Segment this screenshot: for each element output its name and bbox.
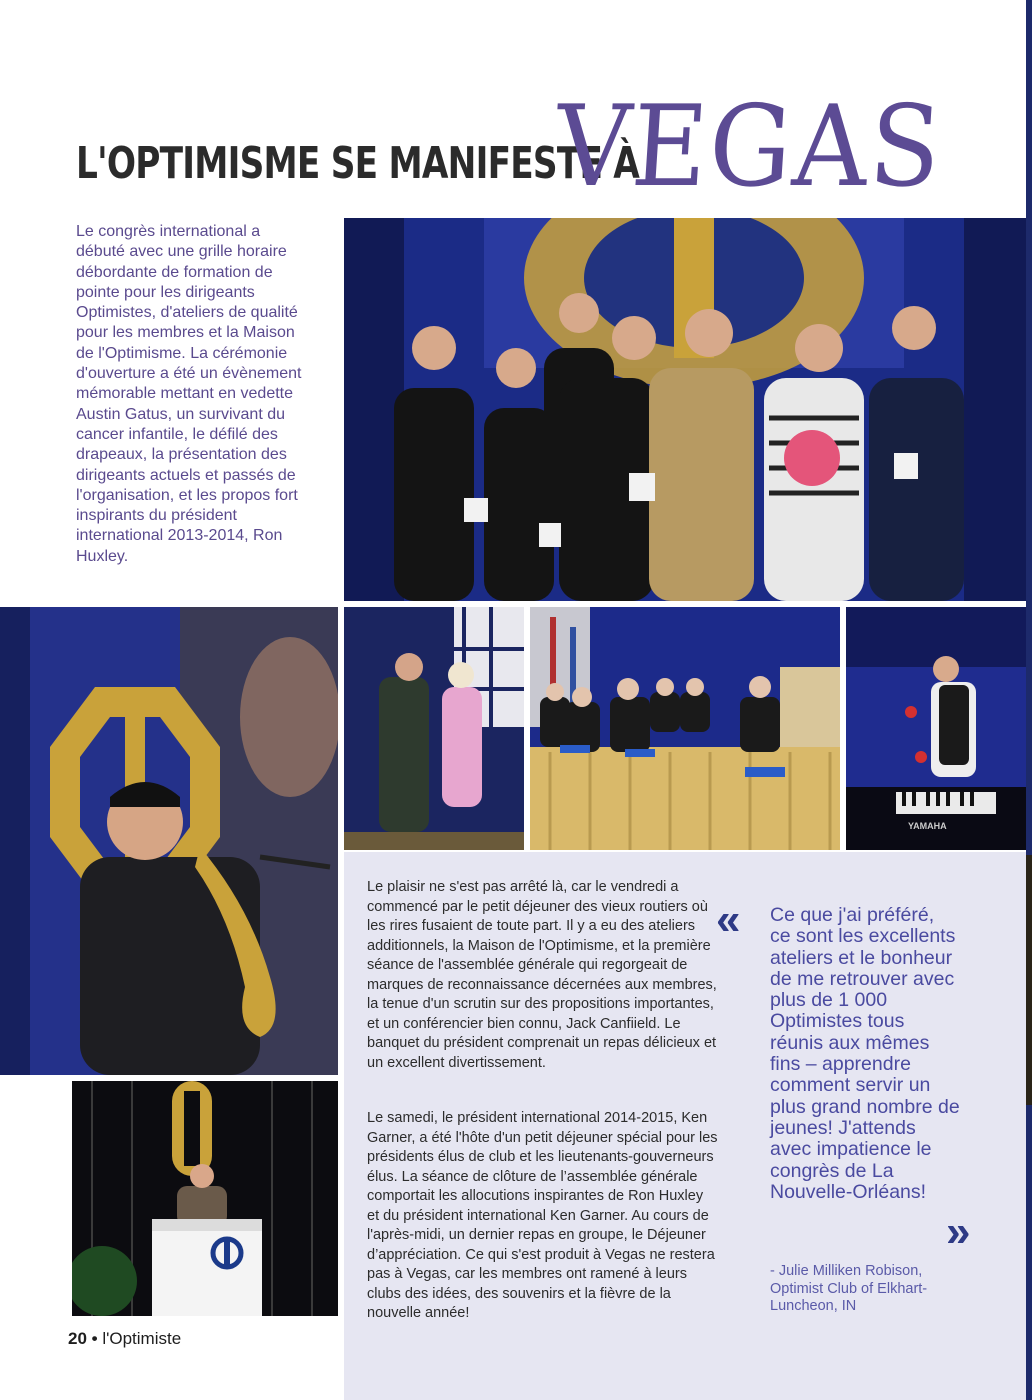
quote-attribution: - Julie Milliken Robison, Optimist Club of Elkhart-Luncheon, IN: [770, 1263, 928, 1314]
piano-brand: YAMAHA: [908, 821, 947, 831]
photo-head-table: [530, 607, 840, 850]
photo-pinning-ceremony: [344, 607, 524, 850]
photo-saxophone-player: [0, 607, 338, 1075]
photo-group-on-stage: [344, 218, 1026, 601]
photo-speaker-podium: [72, 1081, 338, 1316]
quote-open-mark: «: [716, 895, 741, 944]
body-paragraph-2: Le samedi, le président international 2014-2015, Ken Garner, a été l'hôte d'un petit déjeuner spécial pour les présidents élus de club et les lieutenants-gouverneurs élus. La séance de clôture de l’assemblée générale comportait les allocutions inspirantes de Ron Huxley et du président international Ken Garner. Au cours de l'après-midi, un dernier repas en groupe, le Déjeuner d’appréciation. Ce qui s'est produit à Vegas ne restera pas à Vegas, car les membres ont ramené à leurs clubs des idées, des souvenirs et la fièvre de la nouvelle année!: [367, 1110, 718, 1321]
page-edge-band-dark: [1026, 855, 1032, 1105]
photo-juggler: [846, 607, 1026, 850]
vegas-display-title: [551, 82, 956, 212]
pull-quote: Ce que j'ai préféré, ce sont les excellents ateliers et le bonheur de me retrouver avec plus de 1 000 Optimistes tous réunis aux mêmes fins – apprendre comment servir un plus grand nombre de jeunes! J'attends avec impatience le congrès de La Nouvelle-Orléans!: [770, 904, 960, 1203]
vegas-word: VEGAS: [551, 82, 947, 212]
quote-close-mark: »: [946, 1207, 971, 1256]
footer-separator: •: [91, 1329, 98, 1348]
intro-paragraph: Le congrès international a débuté avec une grille horaire débordante de formation de pointe pour les dirigeants Optimistes, d'ateliers de qualité pour les membres et la Maison de l'Optimisme. La cérémonie d'ouverture a été un évènement mémorable mettant en vedette Austin Gatus, un survivant du cancer infantile, le défilé des drapeaux, la présentation des dirigeants actuels et passés de l'organisation, et les propos fort inspirants du président international 2013-2014, Ron Huxley.: [76, 223, 302, 565]
page-edge-band: [1026, 0, 1032, 1400]
page-title: L'OPTIMISME SE MANIFESTE À: [76, 138, 640, 189]
magazine-name: l'Optimiste: [102, 1329, 182, 1348]
page-footer: [68, 1329, 181, 1349]
body-paragraph-1: Le plaisir ne s'est pas arrêté là, car le vendredi a commencé par le petit déjeuner des vieux routiers où les rires fusaient de toute part. Il y a eu des ateliers additionnels, la Maison de l'Optimisme, et la première séance de l'assemblée générale qui regorgeait de marques de reconnaissance décernées aux membres, la tenue d'un scrutin sur des propositions importantes, et un conférencier bien connu, Jack Canfiield. Le banquet du président comprenait un repas délicieux et un excellent divertissement.: [367, 879, 717, 1071]
page-number: 20: [68, 1329, 87, 1348]
